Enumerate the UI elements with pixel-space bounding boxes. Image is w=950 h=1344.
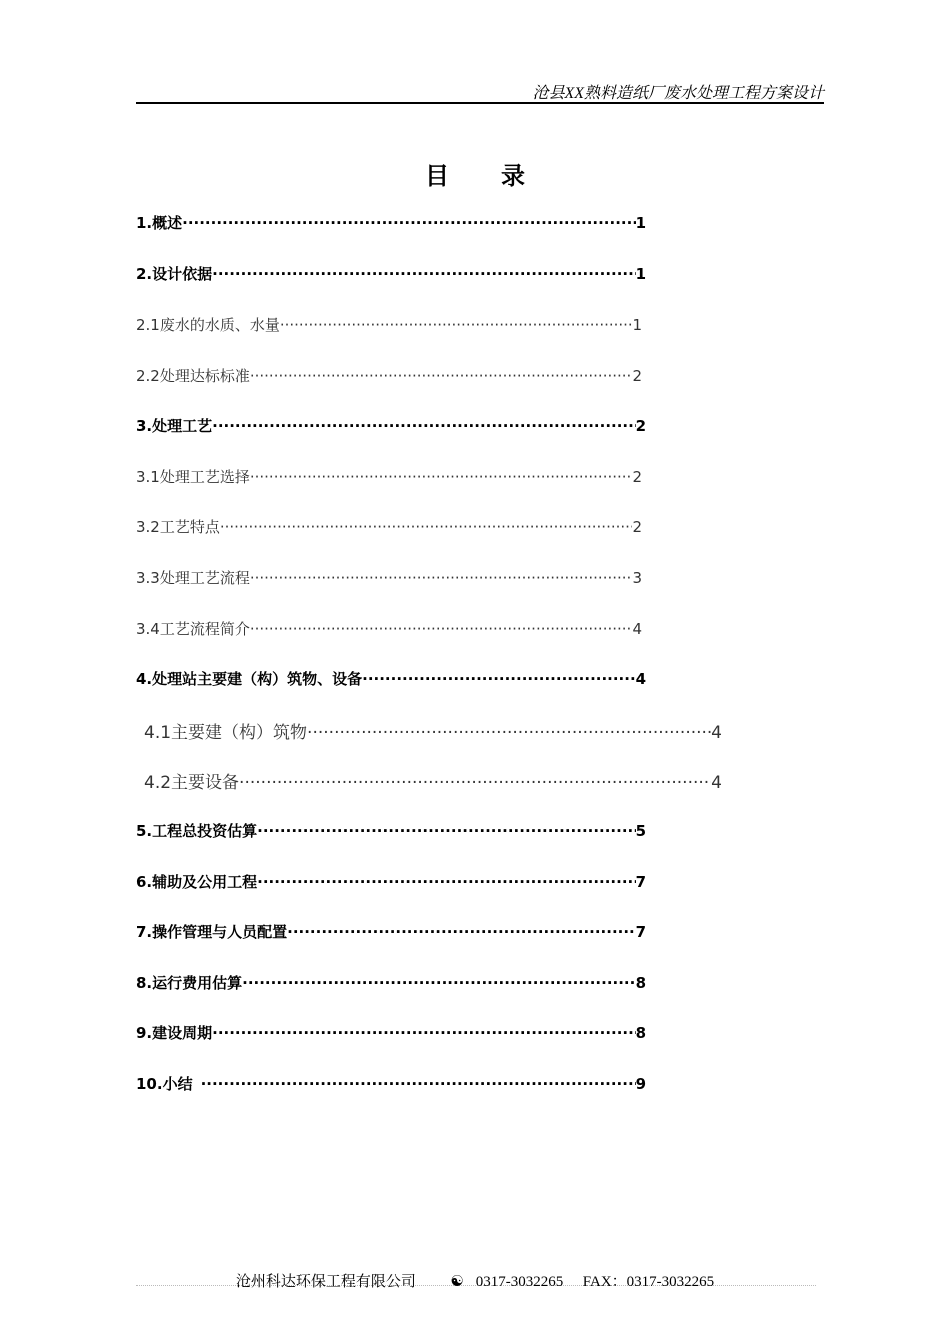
- toc-entry[interactable]: [136, 415, 646, 436]
- toc-entry-text: 1.概述: [136, 214, 183, 232]
- toc-entry-page: 1: [632, 316, 642, 334]
- toc-entry-text: 3.4工艺流程简介: [136, 620, 250, 638]
- toc-entry-text: 4.1主要建（构）筑物: [144, 723, 308, 743]
- toc-leader: [250, 569, 633, 587]
- toc-entry-text: 6.辅助及公用工程: [136, 873, 258, 891]
- toc-leader: [250, 367, 633, 385]
- toc-entry[interactable]: [136, 314, 642, 335]
- toc-entry-page: 8: [635, 1024, 646, 1042]
- toc-entry[interactable]: [136, 516, 642, 537]
- toc-leader: [257, 822, 635, 840]
- toc-entry[interactable]: [136, 1073, 646, 1094]
- toc-entry-page: 5: [635, 822, 646, 840]
- footer-fax: FAX：0317-3032265: [582, 1274, 715, 1290]
- toc-leader: [242, 974, 635, 992]
- toc-entry-text: 4.2主要设备: [144, 773, 240, 793]
- toc-entry[interactable]: [136, 668, 646, 689]
- footer-company: 沧州科达环保工程有限公司: [235, 1274, 416, 1290]
- toc-leader: [220, 518, 633, 536]
- toc-entry-page: 2: [635, 417, 646, 435]
- toc-leader: [307, 723, 711, 743]
- toc-leader: [201, 1075, 636, 1093]
- toc-entry-page: 4: [635, 670, 646, 688]
- toc-entry[interactable]: [136, 466, 642, 487]
- toc-leader: [257, 873, 635, 891]
- toc-entry-text: 8.运行费用估算: [136, 974, 243, 992]
- toc-leader: [182, 214, 635, 232]
- header-title: 沧县XX熟料造纸厂废水处理工程方案设计: [532, 85, 824, 102]
- toc-leader: [250, 620, 633, 638]
- page-footer: [0, 1270, 950, 1291]
- toc-entry-page: 2: [632, 518, 642, 536]
- toc-entry-page: 1: [635, 265, 646, 283]
- toc-entry-text: 2.1废水的水质、水量: [136, 316, 280, 334]
- toc-entry[interactable]: [136, 212, 646, 233]
- toc-entry[interactable]: [144, 718, 722, 743]
- toc-entry-page: 7: [635, 923, 646, 941]
- toc-entry[interactable]: [136, 567, 642, 588]
- toc-entry[interactable]: [144, 768, 722, 793]
- toc-entry-page: 2: [632, 468, 642, 486]
- toc-entry[interactable]: [136, 365, 642, 386]
- toc-entry-page: 8: [635, 974, 646, 992]
- toc-entry[interactable]: [136, 618, 642, 639]
- toc-entry-page: 4: [632, 620, 642, 638]
- toc-leader: [280, 316, 633, 334]
- toc-entry-text: 10.小结: [136, 1075, 193, 1093]
- toc-leader: [287, 923, 635, 941]
- toc-entry-page: 4: [711, 723, 722, 743]
- toc-entry-text: 2.设计依据: [136, 265, 213, 283]
- toc-leader: [212, 1024, 635, 1042]
- toc-leader: [212, 417, 635, 435]
- toc-leader: [250, 468, 633, 486]
- toc-entry-text: 3.1处理工艺选择: [136, 468, 250, 486]
- toc-entry-text: 7.操作管理与人员配置: [136, 923, 288, 941]
- toc-entry-text: 5.工程总投资估算: [136, 822, 258, 840]
- toc-entry-text: 3.3处理工艺流程: [136, 569, 250, 587]
- toc-entry-page: 4: [711, 773, 722, 793]
- toc-entry[interactable]: [136, 263, 646, 284]
- toc-leader: [212, 265, 635, 283]
- toc-entry-page: 3: [632, 569, 642, 587]
- footer-phone: 0317-3032265: [475, 1274, 564, 1290]
- phone-icon: ☯: [450, 1274, 464, 1290]
- toc-entry[interactable]: [136, 1022, 646, 1043]
- toc-entry[interactable]: [136, 871, 646, 892]
- toc-entry-page: 2: [632, 367, 642, 385]
- toc-entry-text: 3.2工艺特点: [136, 518, 220, 536]
- toc-entry-text: 3.处理工艺: [136, 417, 213, 435]
- toc-entry-page: 1: [635, 214, 646, 232]
- toc-entry-page: 7: [635, 873, 646, 891]
- toc-entry[interactable]: [136, 972, 646, 993]
- toc-entry-text: 9.建设周期: [136, 1024, 213, 1042]
- toc-entry-text: 2.2处理达标标准: [136, 367, 250, 385]
- toc-leader: [239, 773, 711, 793]
- toc-entry-text: 4.处理站主要建（构）筑物、设备: [136, 670, 363, 688]
- toc-entry[interactable]: [136, 921, 646, 942]
- toc-entry-page: 9: [635, 1075, 646, 1093]
- toc-title: 目录: [425, 162, 577, 190]
- toc-entry[interactable]: [136, 820, 646, 841]
- toc-leader: [362, 670, 635, 688]
